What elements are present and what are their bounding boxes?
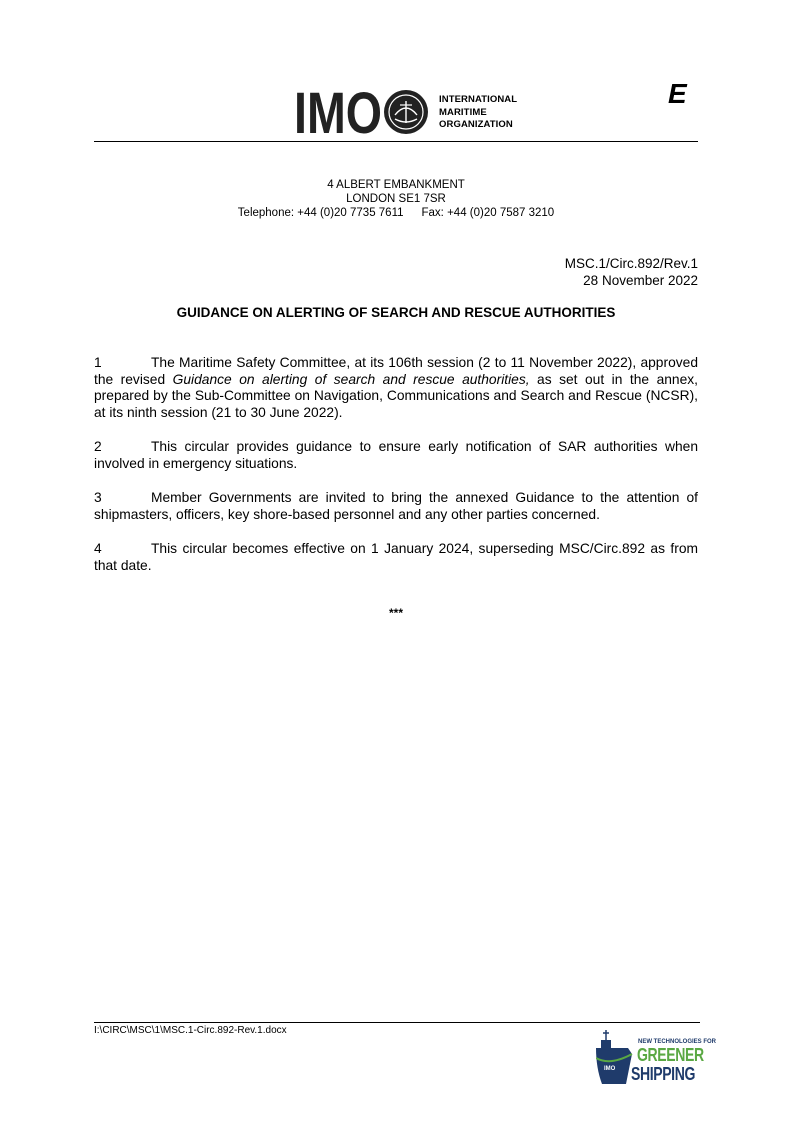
document-symbol: MSC.1/Circ.892/Rev.1: [564, 256, 698, 271]
imo-logo-mark: [294, 87, 434, 137]
file-path: I:\CIRC\MSC\1\MSC.1-Circ.892-Rev.1.docx: [94, 1025, 287, 1036]
org-name: [439, 94, 517, 132]
paragraph-text: The Maritime Safety Committee, at its 106th session (2 to 11 November 2022), approved the revised: [94, 355, 698, 387]
badge-greener-text: GREENER: [637, 1045, 704, 1065]
paragraph-text: Member Governments are invited to bring the annexed Guidance to the attention of shipmasters, officers, key shore-based personnel and any other parties concerned.: [94, 490, 698, 522]
paragraph-4: [94, 541, 698, 574]
org-line-3: ORGANIZATION: [439, 119, 513, 130]
paragraph-text: as set out in the annex, prepared by the Sub-Committee on Navigation, Communications and Search and Rescue (NCSR), at its ninth session (21 to 30 June 2022).: [94, 371, 698, 420]
address-line-1: 4 ALBERT EMBANKMENT: [327, 179, 465, 191]
paragraph-number: 4: [94, 541, 102, 556]
paragraph-text: This circular provides guidance to ensure early notification of SAR authorities when involved in emergency situations.: [94, 439, 698, 471]
badge-shipping-text: SHIPPING: [631, 1064, 695, 1084]
paragraph-text: This circular becomes effective on 1 January 2024, superseding MSC/Circ.892 as from that date.: [94, 541, 698, 573]
imo-logo-letters: IMO: [294, 87, 382, 137]
end-marker: ***: [388, 606, 403, 620]
paragraph-2: [94, 439, 698, 472]
paragraph-3: [94, 490, 698, 523]
footer-divider: [94, 1022, 700, 1023]
language-letter: E: [668, 78, 687, 109]
org-line-2: MARITIME: [439, 106, 487, 118]
address-line-2: LONDON SE1 7SR: [346, 193, 446, 205]
badge-small-text: NEW TECHNOLOGIES FOR: [638, 1039, 716, 1045]
guidance-title-italic: Guidance on alerting of search and rescue authorities,: [172, 371, 530, 387]
paragraph-number: 3: [94, 490, 102, 505]
document-title: GUIDANCE ON ALERTING OF SEARCH AND RESCUE AUTHORITIES: [176, 305, 616, 320]
fax: Fax: +44 (0)20 7587 3210: [421, 207, 555, 219]
paragraph-number: 2: [94, 439, 102, 454]
ship-icon: [596, 1028, 636, 1086]
org-line-1: INTERNATIONAL: [439, 94, 518, 105]
badge-imo-text: IMO: [604, 1066, 616, 1072]
document-date: 28 November 2022: [583, 273, 698, 288]
header-divider: [94, 141, 698, 142]
paragraph-1: [94, 355, 698, 421]
contact-line: [94, 206, 698, 220]
paragraph-number: 1: [94, 355, 102, 370]
telephone: Telephone: +44 (0)20 7735 7611: [237, 207, 404, 219]
